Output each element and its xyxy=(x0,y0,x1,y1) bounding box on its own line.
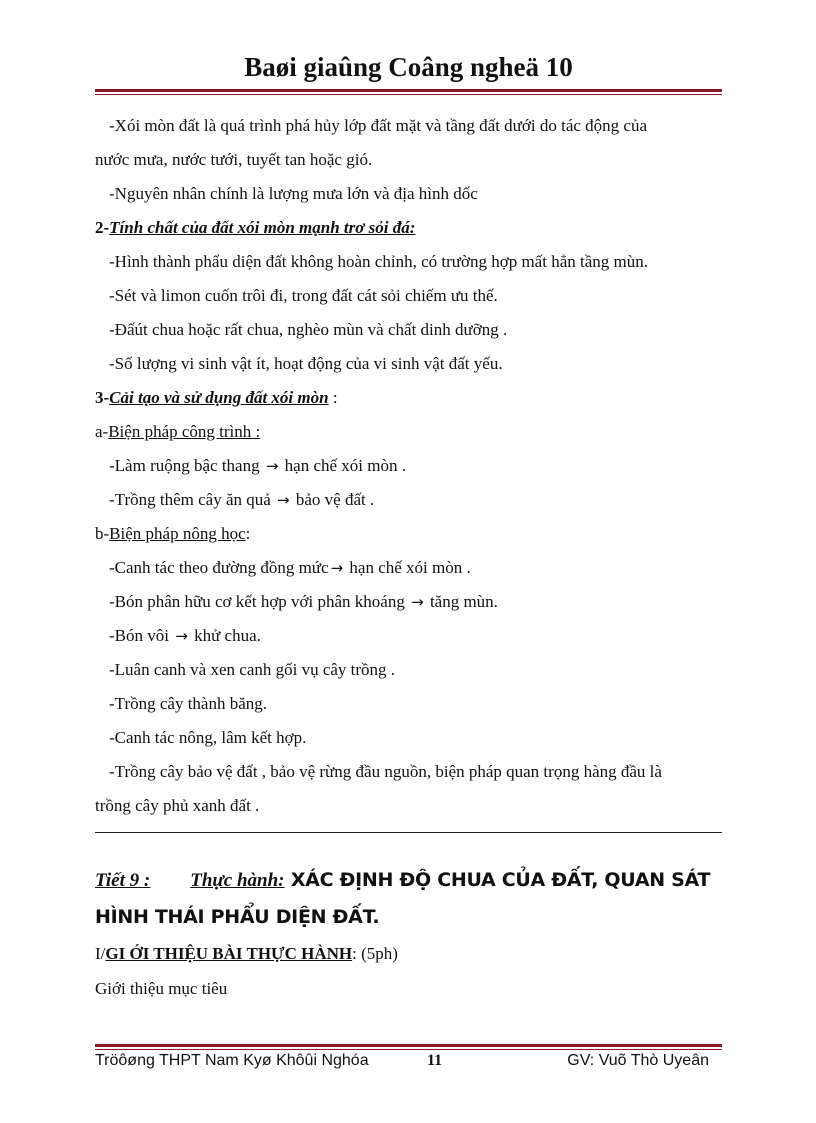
list-item-agronomic-3-pre: -Bón vôi xyxy=(109,626,169,645)
footer-rule-thick xyxy=(95,1044,722,1047)
subheading-engineering xyxy=(95,415,722,449)
list-item-agronomic-2 xyxy=(95,585,722,619)
intro-text: Giới thiệu mục tiêu xyxy=(95,979,228,998)
list-item-agronomic-1 xyxy=(95,551,722,585)
lesson-title-line1: XÁC ĐỊNH ĐỘ CHUA CỦA ĐẤT, QUAN SÁT xyxy=(284,869,711,891)
list-item-agronomic-5: -Trồng cây thành băng. xyxy=(109,694,268,713)
paragraph-erosion-cause: -Nguyên nhân chính là lượng mưa lớn và địa hình dốc xyxy=(109,184,478,203)
subheading-engineering-title: Biện pháp công trình : xyxy=(108,422,261,441)
heading-improvement xyxy=(95,381,722,415)
list-item-engineering-2 xyxy=(95,483,722,517)
lesson-label: Tiết 9 : xyxy=(95,870,151,891)
heading-improvement-tail: : xyxy=(328,388,338,407)
body-content xyxy=(95,109,722,823)
paragraph-erosion-definition-line2: nước mưa, nước tưới, tuyết tan hoặc gió. xyxy=(95,150,373,169)
list-item-engineering-2-pre: -Trồng thêm cây ăn quả xyxy=(109,490,271,509)
subheading-agronomic-tail: : xyxy=(245,524,251,543)
footer-page-number: 11 xyxy=(427,1052,443,1069)
subheading-agronomic xyxy=(95,517,722,551)
arrow-right-icon: → xyxy=(411,593,424,611)
arrow-right-icon: → xyxy=(175,627,188,645)
list-item-agronomic-3-post: khử chua. xyxy=(194,626,261,645)
footer-teacher-name: GV: Vuõ Thò Uyeân xyxy=(567,1052,709,1069)
list-item-agronomic-7-line2: trồng cây phủ xanh đất . xyxy=(95,796,260,815)
list-item-agronomic-3 xyxy=(95,619,722,653)
footer-rule-thin xyxy=(95,1049,722,1050)
subheading-agronomic-title: Biện pháp nông học xyxy=(109,524,246,543)
subheading-agronomic-prefix: b- xyxy=(95,524,110,543)
section-heading-intro xyxy=(95,937,398,971)
arrow-right-icon: → xyxy=(330,559,344,577)
lesson-heading-line1 xyxy=(95,862,735,899)
list-item-agronomic-6: -Canh tác nông, lâm kết hợp. xyxy=(109,728,307,747)
list-item-property-2: -Sét và limon cuốn trôi đi, trong đất cát sỏi chiếm ưu thế. xyxy=(109,286,498,305)
lesson-title-line2: HÌNH THÁI PHẨU DIỆN ĐẤT. xyxy=(95,906,380,928)
header-rule-thick xyxy=(95,89,722,92)
subheading-engineering-prefix: a- xyxy=(95,422,109,441)
section-duration: : (5ph) xyxy=(352,944,398,963)
list-item-agronomic-7-line1: -Trồng cây bảo vệ đất , bảo vệ rừng đầu nguồn, biện pháp quan trọng hàng đầu là xyxy=(109,762,662,781)
list-item-agronomic-2-post: tăng mùn. xyxy=(429,592,498,611)
list-item-engineering-1 xyxy=(95,449,722,483)
lesson-practice-label: Thực hành: xyxy=(190,870,285,891)
list-item-property-3: -Đấút chua hoặc rất chua, nghèo mùn và chất dinh dưỡng . xyxy=(109,320,508,339)
lesson-heading xyxy=(95,862,735,935)
list-item-agronomic-1-post: hạn chế xói mòn . xyxy=(349,558,471,577)
footer-school-name: Tröôøng THPT Nam Kyø Khôûi Nghóa xyxy=(95,1052,369,1069)
paragraph-erosion-definition-line1: -Xói mòn đất là quá trình phá hủy lớp đất mặt và tầng đất dưới do tác động của xyxy=(109,116,648,135)
list-item-agronomic-4: -Luân canh và xen canh gối vụ cây trồng . xyxy=(109,660,396,679)
heading-improvement-number: 3- xyxy=(95,388,110,407)
list-item-property-1: -Hình thành phẩu diện đất không hoàn chỉnh, có trường hợp mất hẳn tầng mùn. xyxy=(109,252,648,271)
heading-properties xyxy=(95,211,722,245)
section-title: GI ỚI THIỆU BÀI THỰC HÀNH xyxy=(105,944,353,963)
section-divider xyxy=(95,832,722,833)
list-item-engineering-2-post: bảo vệ đất . xyxy=(295,490,375,509)
heading-properties-text: Tính chất của đất xói mòn mạnh trơ sỏi đá: xyxy=(109,218,416,237)
list-item-property-4: -Số lượng vi sinh vật ít, hoạt động của vi sinh vật đất yếu. xyxy=(109,354,503,373)
list-item-engineering-1-pre: -Làm ruộng bậc thang xyxy=(109,456,260,475)
header-rule-thin xyxy=(95,94,722,95)
arrow-right-icon: → xyxy=(265,457,279,475)
list-item-agronomic-1-pre: -Canh tác theo đường đồng mức xyxy=(109,558,329,577)
page-header-title: Baøi giaûng Coâng ngheä 10 xyxy=(244,52,573,82)
section-prefix: I/ xyxy=(95,944,106,963)
list-item-agronomic-2-pre: -Bón phân hữu cơ kết hợp với phân khoáng xyxy=(109,592,405,611)
heading-properties-number: 2- xyxy=(95,218,110,237)
list-item-engineering-1-post: hạn chế xói mòn . xyxy=(284,456,407,475)
heading-improvement-text: Cải tạo và sử dụng đất xói mòn xyxy=(109,388,329,407)
arrow-right-icon: → xyxy=(277,491,290,509)
